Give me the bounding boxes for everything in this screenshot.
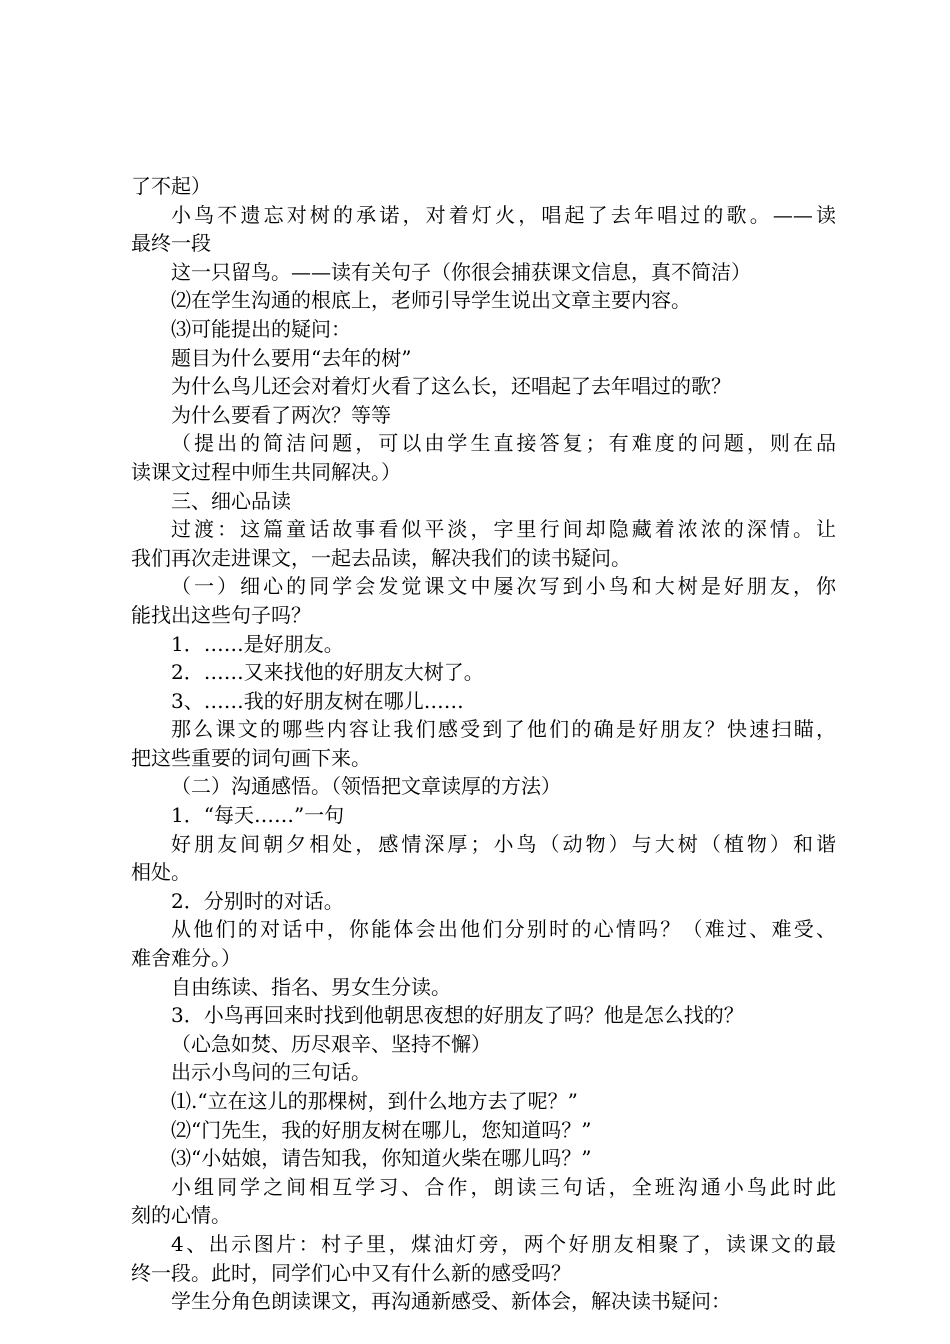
text-line: 2．……又来找他的好朋友大树了。 [171, 660, 484, 685]
text-line: 好朋友间朝夕相处，感情深厚；小鸟（动物）与大树（植物）和谐 [171, 831, 836, 856]
text-line: 为什么鸟儿还会对着灯火看了这么长，还唱起了去年唱过的歌？ [171, 374, 731, 399]
text-line: 为什么要看了两次？等等 [171, 402, 391, 427]
text-line: 题目为什么要用“去年的树” [171, 345, 412, 370]
text-line: 三、细心品读 [171, 488, 291, 513]
text-line: 学生分角色朗读课文，再沟通新感受、新体会，解决读书疑问： [171, 1289, 731, 1314]
text-line: 3、……我的好朋友树在哪儿…… [171, 688, 464, 713]
text-line: 从他们的对话中，你能体会出他们分别时的心情吗？（难过、难受、 [171, 917, 836, 942]
text-line: 最终一段 [131, 231, 211, 256]
text-line: 终一段。此时，同学们心中又有什么新的感受吗？ [131, 1260, 571, 1285]
text-line: 把这些重要的词句画下来。 [131, 745, 371, 770]
text-line: ⑴.“立在这儿的那棵树，到什么地方去了呢？” [171, 1089, 578, 1113]
text-line: 1．“每天……”一句 [171, 803, 345, 828]
text-line: 刻的心情。 [131, 1203, 231, 1228]
document-body [131, 172, 836, 1316]
text-line: 那么课文的哪些内容让我们感受到了他们的确是好朋友？快速扫瞄， [171, 717, 836, 742]
text-line: 了不起） [131, 174, 211, 198]
text-line: 4、出示图片：村子里，煤油灯旁，两个好朋友相聚了，读课文的最 [171, 1231, 836, 1256]
text-line: （心急如焚、历尽艰辛、坚持不懈） [171, 1031, 491, 1056]
text-line: 相处。 [131, 860, 191, 885]
text-line: ⑵在学生沟通的根底上，老师引导学生说出文章主要内容。 [171, 288, 691, 313]
text-line: 小组同学之间相互学习、合作，朗读三句话，全班沟通小鸟此时此 [171, 1174, 836, 1199]
text-line: ⑶“小姑娘，请告知我，你知道火柴在哪儿吗？” [171, 1146, 592, 1171]
text-line: 读课文过程中师生共同解决。） [131, 459, 401, 484]
text-line: （二）沟通感悟。（领悟把文章读厚的方法） [171, 774, 561, 799]
text-line: 出示小鸟问的三句话。 [171, 1060, 371, 1085]
text-line: （一）细心的同学会发觉课文中屡次写到小鸟和大树是好朋友，你 [171, 574, 836, 599]
text-line: 自由练读、指名、男女生分读。 [171, 974, 451, 999]
text-line: 2．分别时的对话。 [171, 888, 344, 913]
text-line: 3．小鸟再回来时找到他朝思夜想的好朋友了吗？他是怎么找的？ [171, 1003, 744, 1028]
text-line: 能找出这些句子吗？ [131, 602, 311, 627]
text-line: 过渡：这篇童话故事看似平淡，字里行间却隐藏着浓浓的深情。让 [171, 517, 836, 542]
text-line: ⑶可能提出的疑问： [171, 316, 351, 341]
text-line: ⑵“门先生，我的好朋友树在哪儿，您知道吗？” [171, 1117, 592, 1142]
text-line: 小鸟不遗忘对树的承诺，对着灯火，唱起了去年唱过的歌。——读 [171, 202, 836, 227]
text-line: 难舍难分。） [131, 946, 241, 971]
text-line: （提出的简洁问题，可以由学生直接答复；有难度的问题，则在品 [171, 431, 836, 456]
text-line: 1．……是好朋友。 [171, 631, 344, 656]
text-line: 我们再次走进课文，一起去品读，解决我们的读书疑问。 [131, 545, 631, 570]
text-line: 这一只留鸟。——读有关句子（你很会捕获课文信息，真不简洁） [171, 259, 751, 284]
